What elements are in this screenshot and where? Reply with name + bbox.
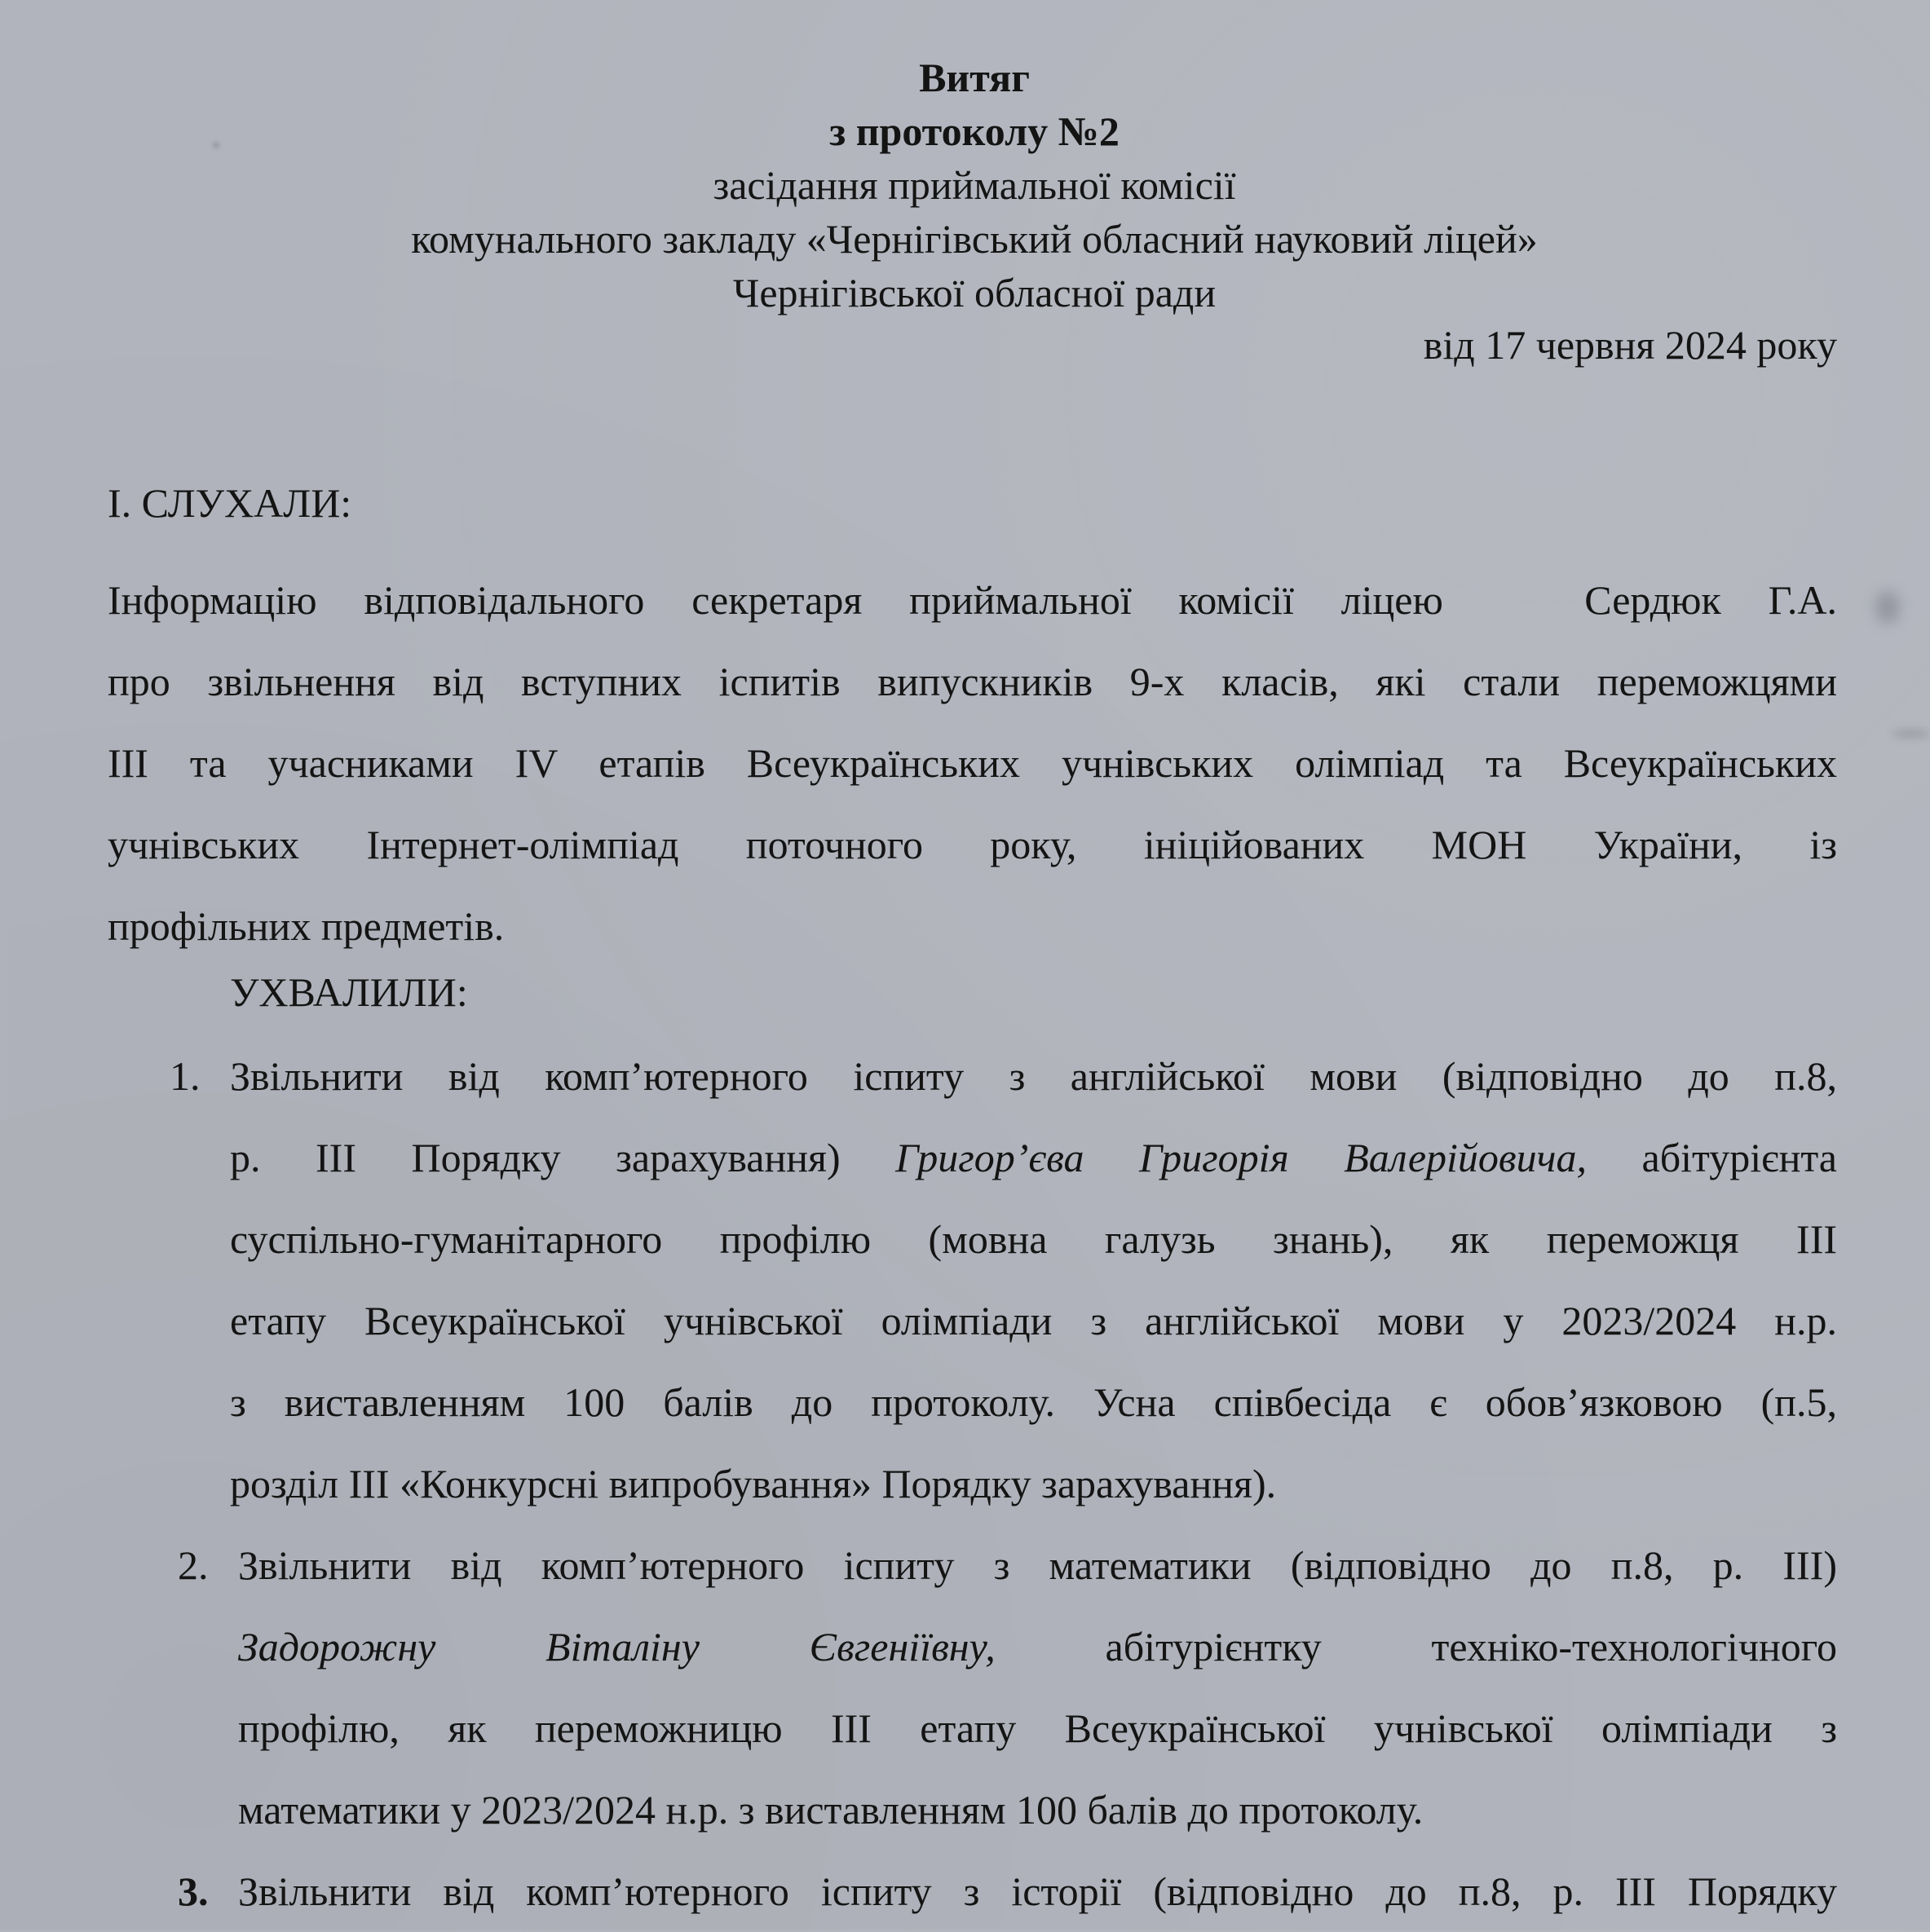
paragraph-line: учнівських Інтернет-олімпіад поточного року, ініційованих МОН України, із — [108, 822, 1837, 867]
resolution-item-1 — [0, 1035, 1930, 1524]
paragraph-line: Інформацію відповідального секретаря приймальної комісії ліцею Сердюк Г.А. — [108, 577, 1837, 623]
item-line: етапу Всеукраїнської учнівської олімпіади з англійської мови у 2023/2024 н.р. — [230, 1298, 1837, 1343]
item-line: Звільнити від комп’ютерного іспиту з історії (відповідно до п.8, р. III Порядку — [238, 1868, 1837, 1914]
item-line: суспільно-гуманітарного профілю (мовна галузь знань), як переможця III — [230, 1216, 1837, 1262]
item-line: профілю, як переможницю III етапу Всеукраїнської учнівської олімпіади з — [238, 1705, 1837, 1751]
item-number: 1. — [170, 1053, 201, 1099]
scan-speck — [1892, 730, 1930, 738]
section-resolved-title: УХВАЛИЛИ: — [230, 969, 468, 1015]
paragraph-line: про звільнення від вступних іспитів випускників 9-х класів, які стали переможцями — [108, 659, 1837, 704]
item-body — [230, 1035, 1837, 1524]
institution-name: комунального закладу «Чернігівський обласний науковий ліцей» — [411, 216, 1538, 262]
council-name: Чернігівської обласної ради — [732, 270, 1217, 315]
resolution-item-2 — [0, 1524, 1930, 1850]
item-text: абітурієнта — [1587, 1135, 1837, 1180]
document-date: від 17 червня 2024 року — [1423, 322, 1837, 368]
paragraph-line: III та учасниками IV етапів Всеукраїнських учнівських олімпіад та Всеукраїнських — [108, 740, 1837, 786]
item-text: р. III Порядку зарахування) — [230, 1135, 896, 1180]
meeting-description: засідання приймальної комісії — [713, 162, 1236, 208]
item-line: Звільнити від комп’ютерного іспиту з математики (відповідно до п.8, р. III) — [238, 1542, 1837, 1588]
item-line: Звільнити від комп’ютерного іспиту з англійської мови (відповідно до п.8, — [230, 1053, 1837, 1099]
document-title: Витяг — [919, 55, 1030, 100]
resolution-item-3 — [0, 1850, 1930, 1932]
item-line — [230, 1117, 1837, 1198]
applicant-name: Григор’єва Григорія Валерійовича, — [895, 1135, 1587, 1180]
item-line: математики у 2023/2024 н.р. з виставленням 100 балів до протоколу. — [238, 1787, 1424, 1833]
item-body — [238, 1524, 1837, 1850]
item-line: з виставленням 100 балів до протоколу. Усна співбесіда є обов’язковою (п.5, — [230, 1379, 1837, 1425]
scan-speck — [1875, 591, 1900, 624]
item-number: 3. — [178, 1868, 209, 1914]
item-number: 2. — [178, 1542, 209, 1588]
section-heard-title: І. СЛУХАЛИ: — [108, 480, 352, 526]
applicant-name: Задорожну Віталіну Євгеніївну, — [238, 1624, 996, 1670]
paragraph-line: профільних предметів. — [108, 903, 505, 949]
item-body — [238, 1850, 1837, 1932]
item-line — [238, 1606, 1837, 1687]
document-header — [0, 51, 1930, 320]
item-line: розділ III «Конкурсні випробування» Порядку зарахування). — [230, 1461, 1277, 1506]
section-heard-text — [108, 559, 1837, 967]
protocol-number: з протоколу №2 — [829, 108, 1120, 154]
item-text: абітурієнтку техніко-технологічного — [995, 1624, 1837, 1670]
